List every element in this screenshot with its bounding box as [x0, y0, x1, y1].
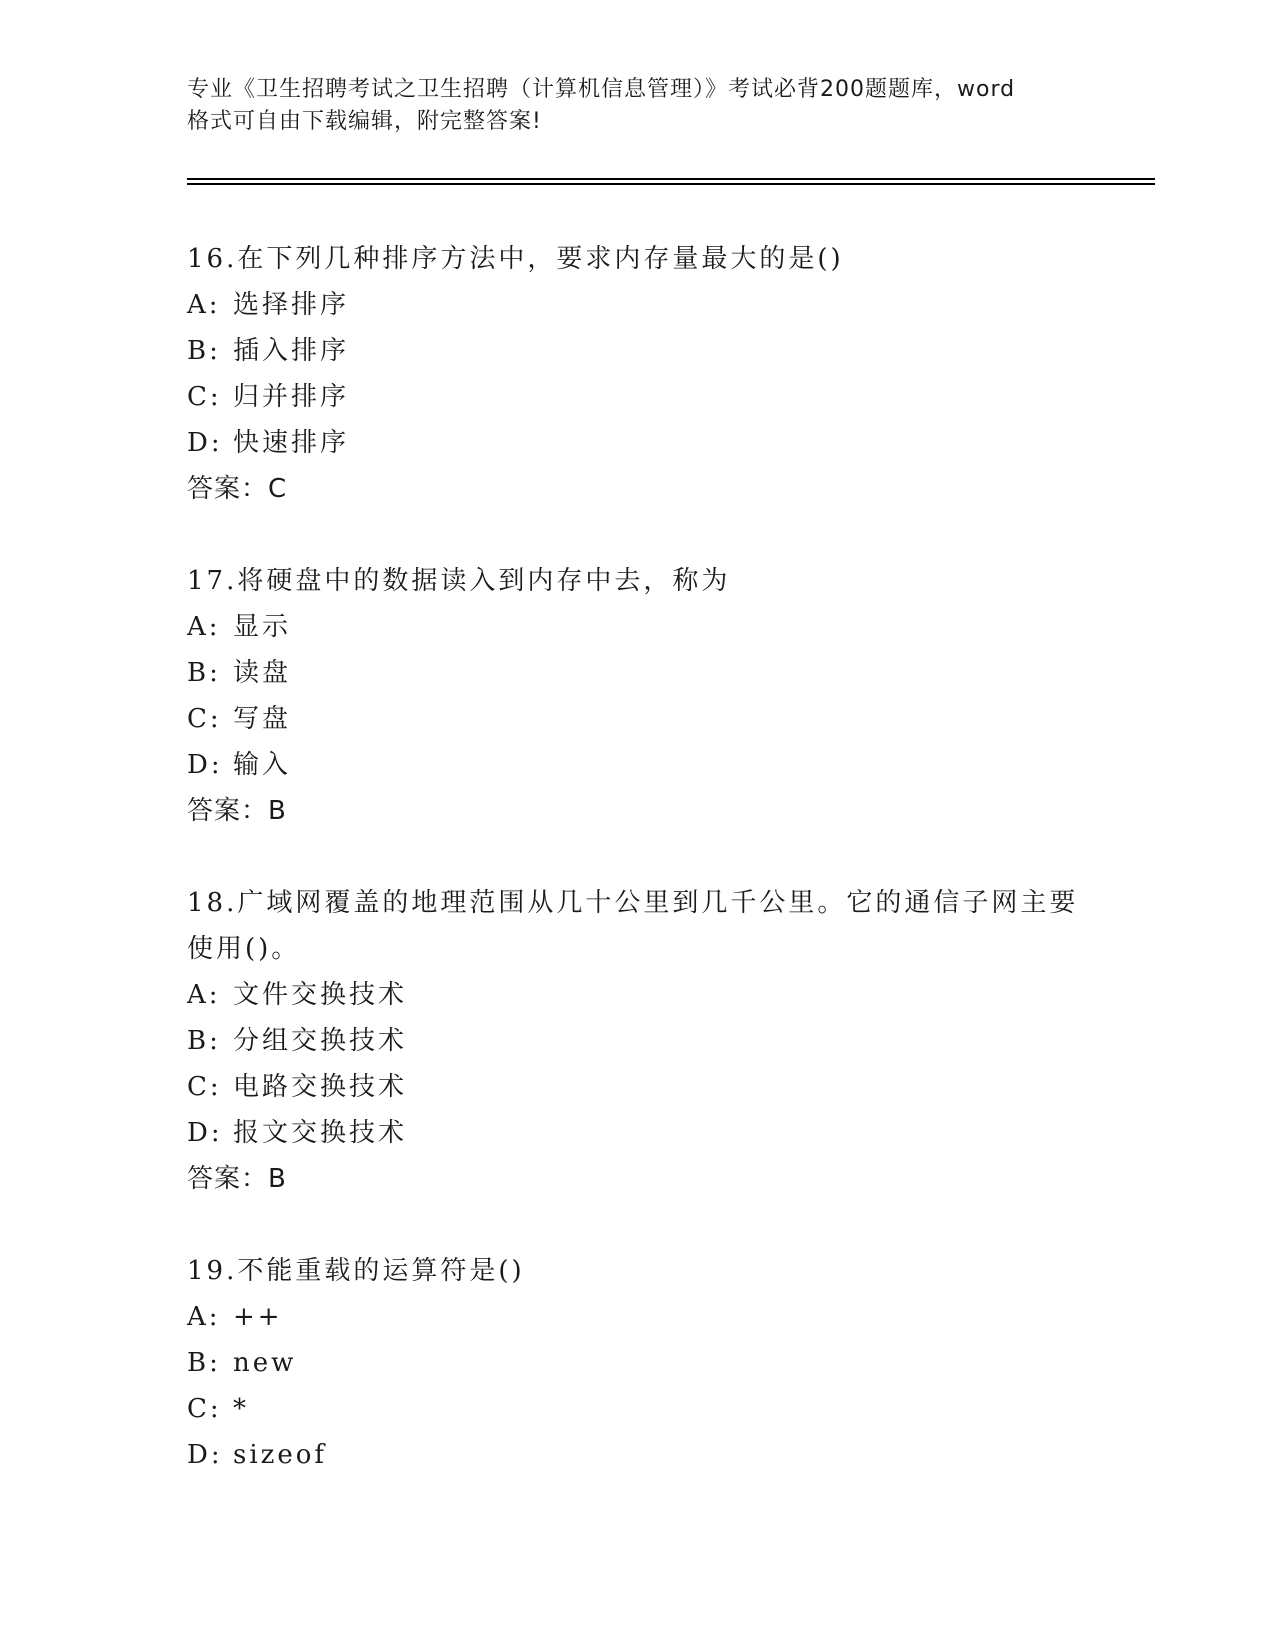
option-letter: A:: [187, 980, 221, 1010]
question-list: [187, 236, 1087, 1524]
question-stem: 17.将硬盘中的数据读入到内存中去，称为: [187, 566, 731, 596]
option-a: [187, 282, 1087, 328]
option-letter: D:: [187, 428, 223, 458]
option-text: 写盘: [233, 704, 292, 734]
option-text: 插入排序: [233, 336, 350, 366]
option-letter: C:: [187, 704, 222, 734]
option-text: sizeof: [233, 1440, 328, 1470]
option-text: 读盘: [233, 658, 292, 688]
option-text: new: [233, 1348, 297, 1378]
option-a: [187, 604, 1087, 650]
option-text: 显示: [233, 612, 292, 642]
option-text: ++: [233, 1302, 283, 1332]
option-d: [187, 1432, 1087, 1478]
option-b: [187, 1018, 1087, 1064]
option-text: 文件交换技术: [233, 980, 408, 1010]
option-a: [187, 972, 1087, 1018]
option-b: [187, 1340, 1087, 1386]
option-text: 归并排序: [233, 382, 350, 412]
answer-line: 答案：B: [187, 796, 287, 826]
option-letter: C:: [187, 1394, 222, 1424]
option-letter: C:: [187, 382, 222, 412]
option-letter: D:: [187, 1440, 223, 1470]
option-text: *: [233, 1394, 249, 1424]
option-b: [187, 650, 1087, 696]
option-d: [187, 420, 1087, 466]
option-text: 选择排序: [233, 290, 350, 320]
question-stem: 19.不能重载的运算符是(): [187, 1256, 525, 1286]
option-c: [187, 1386, 1087, 1432]
option-letter: A:: [187, 1302, 221, 1332]
option-b: [187, 328, 1087, 374]
option-c: [187, 1064, 1087, 1110]
option-letter: A:: [187, 612, 221, 642]
option-a: [187, 1294, 1087, 1340]
header-divider-top: [187, 178, 1155, 180]
option-text: 电路交换技术: [233, 1072, 408, 1102]
option-letter: B:: [187, 1026, 221, 1056]
option-d: [187, 1110, 1087, 1156]
option-text: 报文交换技术: [233, 1118, 408, 1148]
option-text: 输入: [233, 750, 292, 780]
header-line-2: 格式可自由下载编辑，附完整答案!: [187, 109, 542, 134]
answer-line: 答案：C: [187, 474, 288, 504]
option-letter: D:: [187, 750, 223, 780]
option-letter: C:: [187, 1072, 222, 1102]
option-letter: D:: [187, 1118, 223, 1148]
question-19: [187, 1248, 1087, 1478]
option-c: [187, 374, 1087, 420]
option-letter: B:: [187, 658, 221, 688]
header-line-1: 专业《卫生招聘考试之卫生招聘（计算机信息管理）》考试必背200题题库，word: [187, 77, 1016, 102]
option-text: 分组交换技术: [233, 1026, 408, 1056]
option-letter: A:: [187, 290, 221, 320]
question-17: [187, 558, 1087, 834]
question-18: [187, 880, 1087, 1202]
answer-line: 答案：B: [187, 1164, 287, 1194]
option-letter: B:: [187, 1348, 221, 1378]
header-divider-bottom: [187, 183, 1155, 185]
option-d: [187, 742, 1087, 788]
option-text: 快速排序: [233, 428, 350, 458]
option-letter: B:: [187, 336, 221, 366]
document-header: [187, 74, 1087, 138]
question-stem: 16.在下列几种排序方法中，要求内存量最大的是(): [187, 244, 844, 274]
option-c: [187, 696, 1087, 742]
question-stem: 18.广域网覆盖的地理范围从几十公里到几千公里。它的通信子网主要使用()。: [187, 888, 1079, 964]
question-16: [187, 236, 1087, 512]
